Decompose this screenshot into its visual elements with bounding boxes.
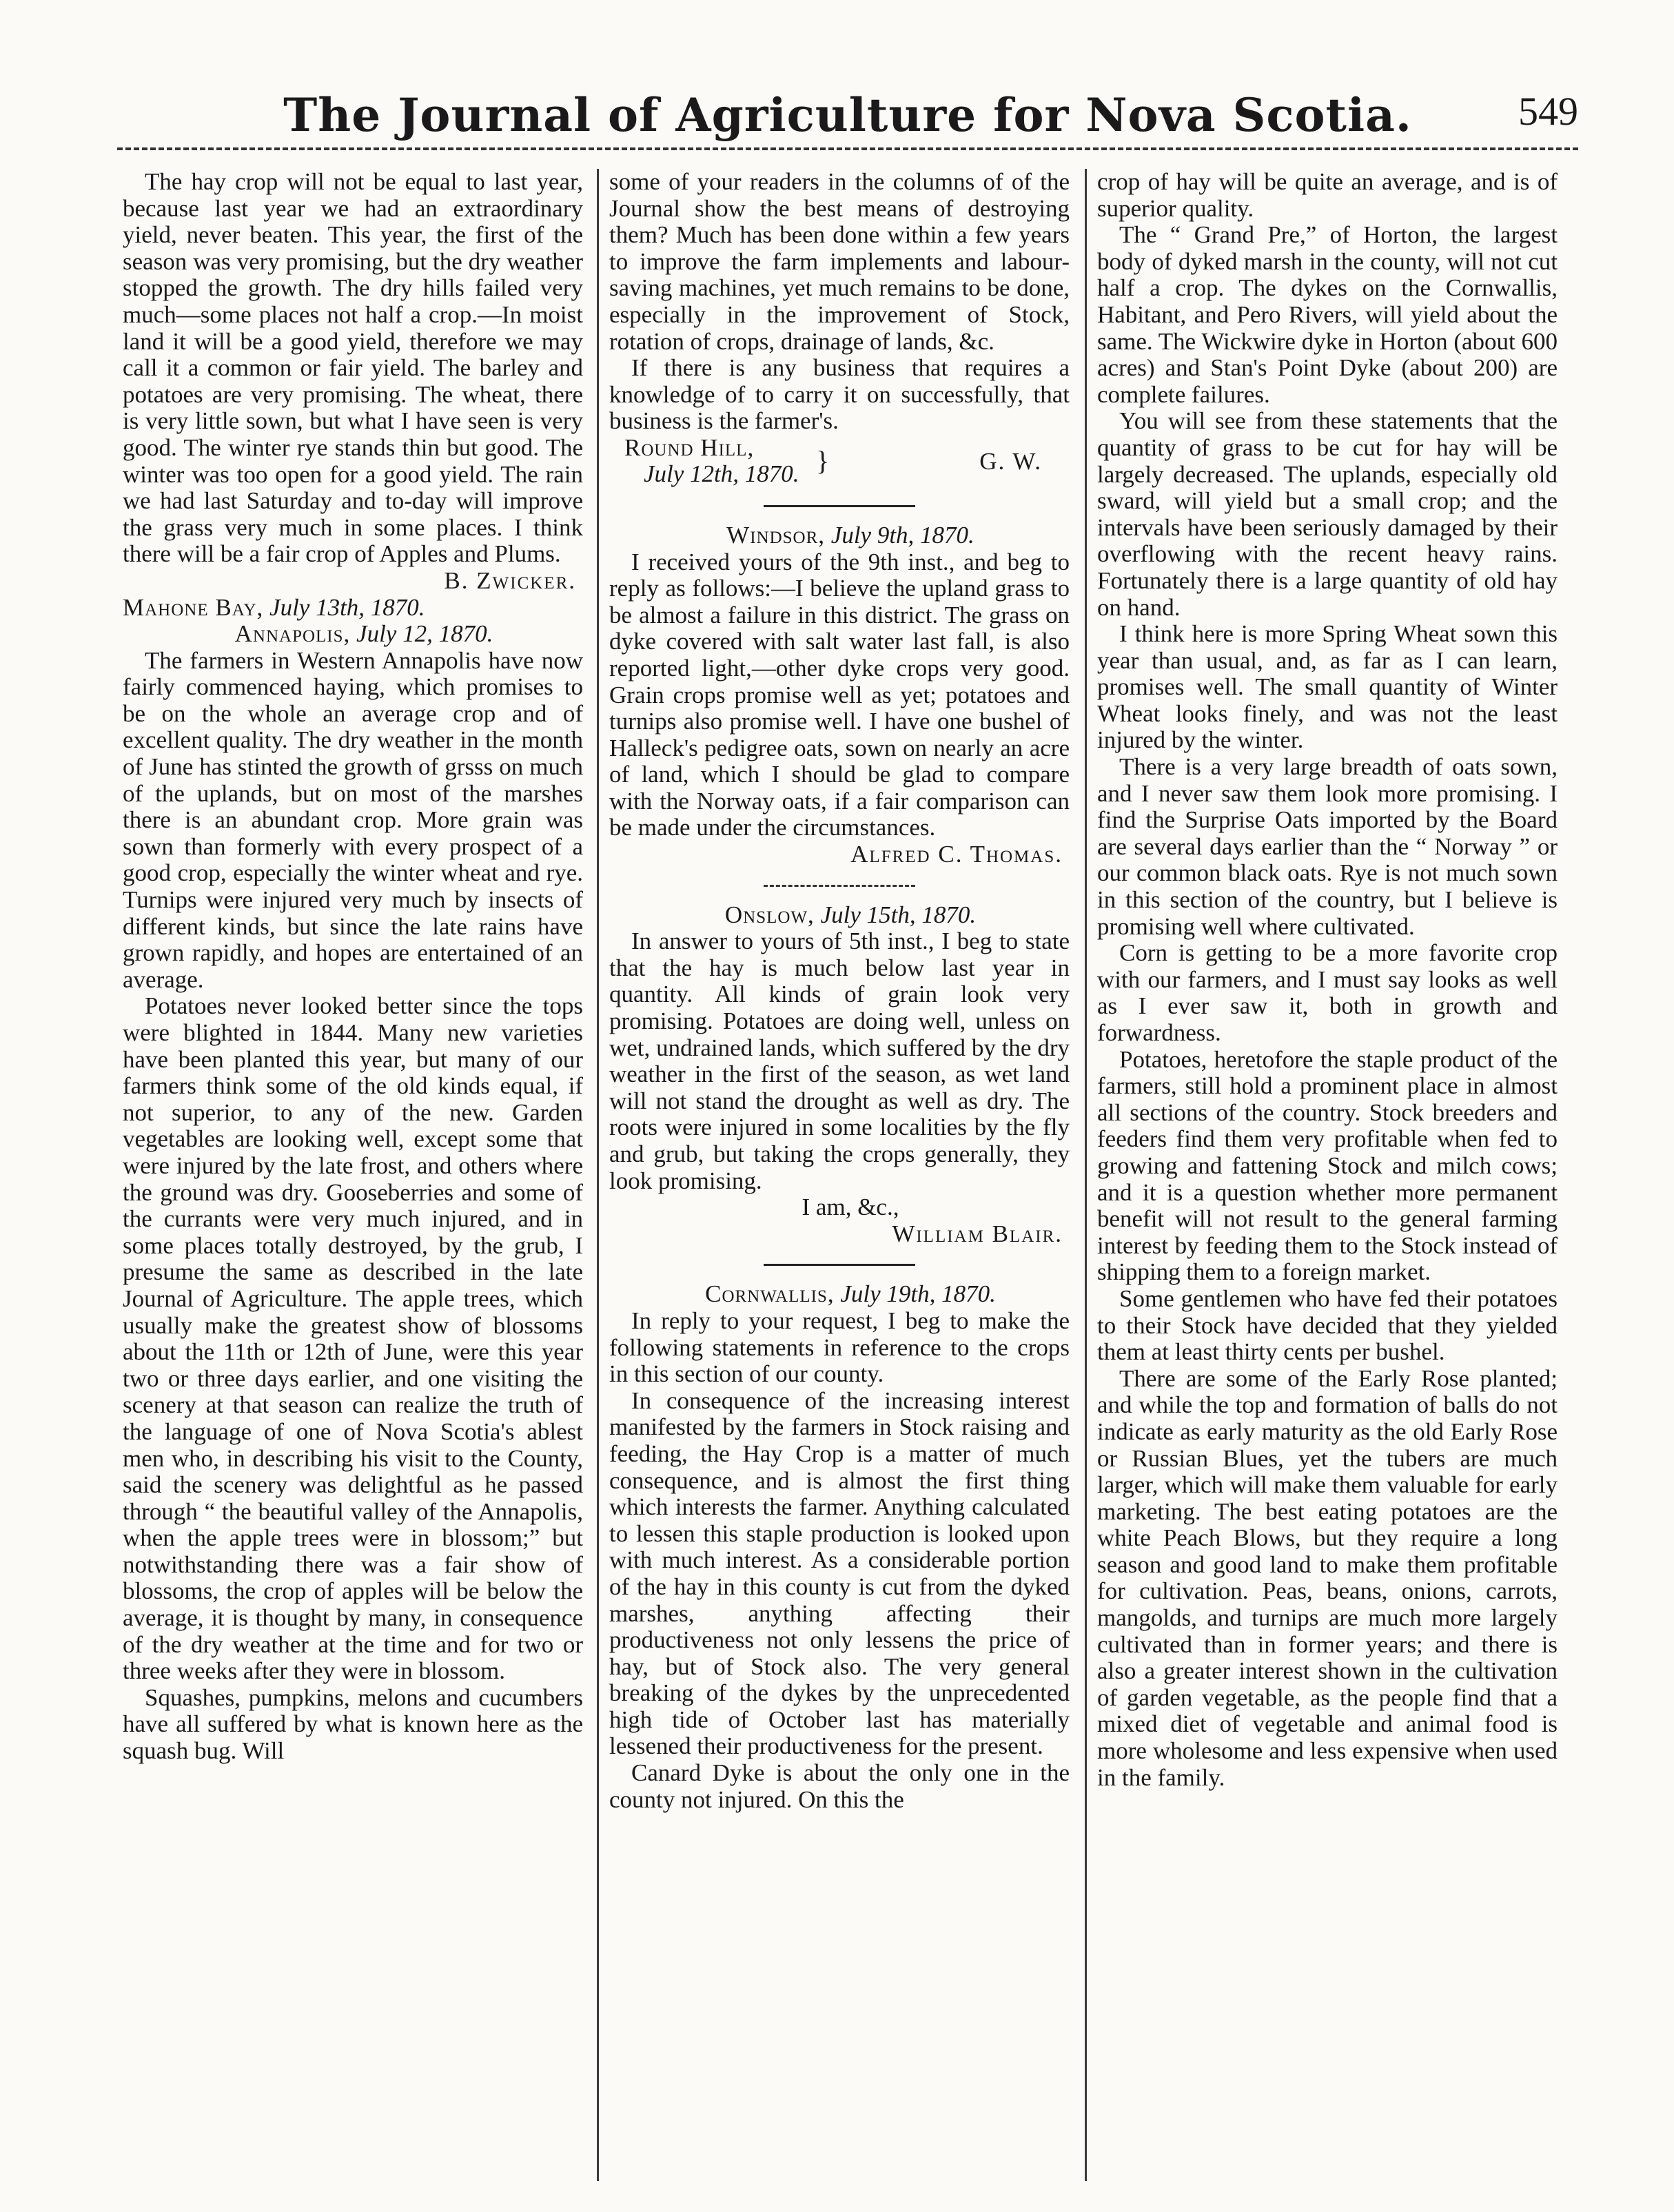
section-rule	[764, 885, 915, 887]
dateline-date: July 9th, 1870.	[830, 521, 974, 549]
paragraph: The hay crop will not be equal to last year, because last year we had an extraordinary yield, never beaten. This year, the first of the season was very promising, but the dry weather stopped the growth. The dry hills failed very much—some places not half a crop.—In moist land it will be a good yield, therefore we may call it a common or fair yield. The barley and potatoes are very promising. The wheat, there is very little sown, but what I have seen is very good. The winter rye stands thin but good. The winter was too open for a good yield. The rain we had last Saturday and to-day will improve the grass very much in some places. I think there will be a fair crop of Apples and Plums.	[123, 169, 583, 568]
paragraph: Some gentlemen who have fed their potatoes to their Stock have decided that they yielded them at least thirty cents per bushel.	[1097, 1284, 1558, 1366]
paragraph: The “ Grand Pre,” of Horton, the largest body of dyked marsh in the county, will not cut half a crop. The dykes on the Cornwallis, Habitant, and Pero Rivers, will yield about the same. The Wickwire dyke in Horton (about 600 acres) and Stan's Point Dyke (about 200) are complete failures.	[1097, 221, 1558, 408]
paragraph: There are some of the Early Rose planted; and while the top and formation of balls do not indicate as early maturity as the old Early Rose or Russian Blues, yet the tubers are much larger, which will make them valuable for early marketing. The best eating potatoes are the white Peach Blows, but they require a long season and good land to make them profitable for cultivation. Peas, beans, onions, carrots, mangolds, and turnips are much more largely cultivated than in former years; and there is also a greater interest shown in the cultivation of garden vegetable, as the people find that a mixed diet of vegetable and animal food is more wholesome and less expensive when used in the family.	[1097, 1364, 1558, 1791]
paragraph: I think here is more Spring Wheat sown this year than usual, and, as far as I can learn, promises well. The small quantity of Winter Wheat looks finely, and was not the least injured by the winter.	[1097, 620, 1558, 754]
paragraph: crop of hay will be quite an average, and is of superior quality.	[1097, 169, 1558, 222]
paragraph: In consequence of the increasing interest manifested by the farmers in Stock raising and feeding, the Hay Crop is a matter of much consequence, and is almost the first thing which interests the farmer. Anything calculated to lessen this staple production is looked upon with much interest. As a considerable portion of the hay in this county is cut from the dyked marshes, anything affecting their productiveness not only lessens the price of hay, but of Stock also. The very general breaking of the dykes by the unprecedented high tide of October last has materially lessened their productiveness for the present.	[609, 1386, 1070, 1760]
place-date: July 13th, 1870.	[269, 593, 425, 621]
signature-block-round-hill	[609, 435, 1070, 489]
dateline-annapolis	[123, 621, 583, 648]
column-3	[1097, 169, 1558, 2181]
signature-zwicker: B. Zwicker.	[444, 566, 576, 594]
journal-title: The Journal of Agriculture for Nova Scotia.	[283, 88, 1412, 142]
signature-place	[123, 595, 583, 622]
column-divider	[597, 169, 599, 2181]
dateline-date: July 19th, 1870.	[840, 1280, 996, 1308]
paragraph: In reply to your request, I beg to make the following statements in reference to the crops in this section of our county.	[609, 1307, 1070, 1388]
section-rule	[764, 505, 915, 507]
page-number: 549	[1518, 89, 1578, 134]
dateline-place: Windsor,	[726, 521, 826, 549]
paragraph: Canard Dyke is about the only one in the county not injured. On this the	[609, 1759, 1070, 1813]
dateline-place: Annapolis,	[234, 620, 351, 648]
place-name: Mahone Bay,	[123, 593, 264, 621]
signature-initials: G. W.	[979, 447, 1042, 475]
dateline-onslow	[609, 902, 1070, 929]
dateline-windsor	[609, 522, 1070, 549]
signature-thomas: Alfred C. Thomas.	[850, 841, 1063, 868]
column-2	[609, 169, 1070, 2181]
signature-blair: William Blair.	[892, 1220, 1063, 1247]
closing-line: I am, &c.,	[802, 1194, 899, 1221]
signature-date: July 12th, 1870.	[644, 460, 799, 487]
signature-place: Round Hill,	[624, 433, 755, 461]
dateline-date: July 15th, 1870.	[820, 901, 977, 928]
brace-glyph: }	[816, 444, 830, 476]
paragraph: Squashes, pumpkins, melons and cucumbers have all suffered by what is known here as the squash bug. Will	[123, 1683, 583, 1765]
paragraph: Corn is getting to be a more favorite crop with our farmers, and I must say looks as well as I ever saw it, both in growth and forwardness.	[1097, 939, 1558, 1046]
column-divider	[1085, 169, 1087, 2181]
dateline-date: July 12, 1870.	[356, 620, 493, 648]
column-1	[123, 169, 583, 2181]
header-rule	[117, 147, 1578, 150]
dateline-place: Cornwallis,	[705, 1280, 835, 1308]
paragraph: You will see from these statements that the quantity of grass to be cut for hay will be largely decreased. The uplands, especially old sward, will yield but a small crop; and the intervals have been seriously damaged by their overflowing with the recent heavy rains. Fortunately there is a large quantity of old hay on hand.	[1097, 407, 1558, 621]
paragraph: The farmers in Western Annapolis have now fairly commenced haying, which promises to be on the whole an average crop and of excellent quality. The dry weather in the month of June has stinted the growth of grsss on much of the uplands, but on most of the marshes there is an abundant crop. More grain was sown than formerly with every prospect of a good crop, especially the winter wheat and rye. Turnips were injured very much by insects of different kinds, but since the late rains have grown rapidly, and hopes are entertained of an average.	[123, 646, 583, 993]
dateline-place: Onslow,	[724, 901, 815, 928]
dateline-cornwallis	[609, 1281, 1070, 1308]
paragraph: There is a very large breadth of oats sown, and I never saw them look more promising. I find the Surprise Oats imported by the Board are several days earlier than the “ Norway ” or our common black oats. Rye is not much sown in this section of the country, but I believe is promising well where cultivated.	[1097, 753, 1558, 940]
paragraph: If there is any business that requires a knowledge of to carry it on successfully, that business is the farmer's.	[609, 354, 1070, 435]
section-rule	[764, 1264, 915, 1266]
paragraph: Potatoes, heretofore the staple product of the farmers, still hold a prominent place in almost all sections of the country. Stock breeders and feeders find them very profitable when fed to growing and fattening Stock and milch cows; and it is a question whether more permanent benefit will not result to the general farming interest by feeding them to the Stock instead of shipping them to a foreign market.	[1097, 1045, 1558, 1286]
paragraph: In answer to yours of 5th inst., I beg to state that the hay is much below last year in quantity. All kinds of grain look very promising. Potatoes are doing well, unless on wet, undrained lands, which suffered by the dry weather in the first of the season, as wet land will not stand the drought as well as dry. The roots were injured in some localities by the fly and grub, but taking the crops generally, they look promising.	[609, 928, 1070, 1194]
paragraph: I received yours of the 9th inst., and beg to reply as follows:—I believe the upland grass to be almost a failure in this district. The grass on dyke covered with salt water last fall, is also reported light,—other dyke crops very good. Grain crops promise well as yet; potatoes and turnips also promise well. I have one bushel of Halleck's pedigree oats, sown on nearly an acre of land, which I should be glad to compare with the Norway oats, if a fair comparison can be made under the circumstances.	[609, 548, 1070, 841]
paragraph: Potatoes never looked better since the tops were blighted in 1844. Many new varieties have been planted this year, but many of our farmers think some of the old kinds equal, if not superior, to any of the new. Garden vegetables are looking well, except some that were injured by the late frost, and others where the ground was dry. Gooseberries and some of the currants were very much injured, and in some places totally destroyed, by the grub, I presume the same as described in the late Journal of Agriculture. The apple trees, which usually make the greatest show of blossoms about the 11th or 12th of June, were this year two or three days earlier, and one visiting the scenery at that season can realize the truth of the language of one of Nova Scotia's ablest men who, in describing his visit to the County, said the scenery was delightful as he passed through “ the beautiful valley of the Annapolis, when the apple trees were in blossom;” but notwithstanding there was a fair show of blossoms, the crop of apples will be below the average, it is thought by many, in consequence of the dry weather at the time and for two or three weeks after they were in blossom.	[123, 992, 583, 1685]
paragraph: some of your readers in the columns of of the Journal show the best means of destroying them? Much has been done within a few years to improve the farm implements and labour-saving machines, yet much remains to be done, especially in the improvement of Stock, rotation of crops, drainage of lands, &c.	[609, 169, 1070, 355]
